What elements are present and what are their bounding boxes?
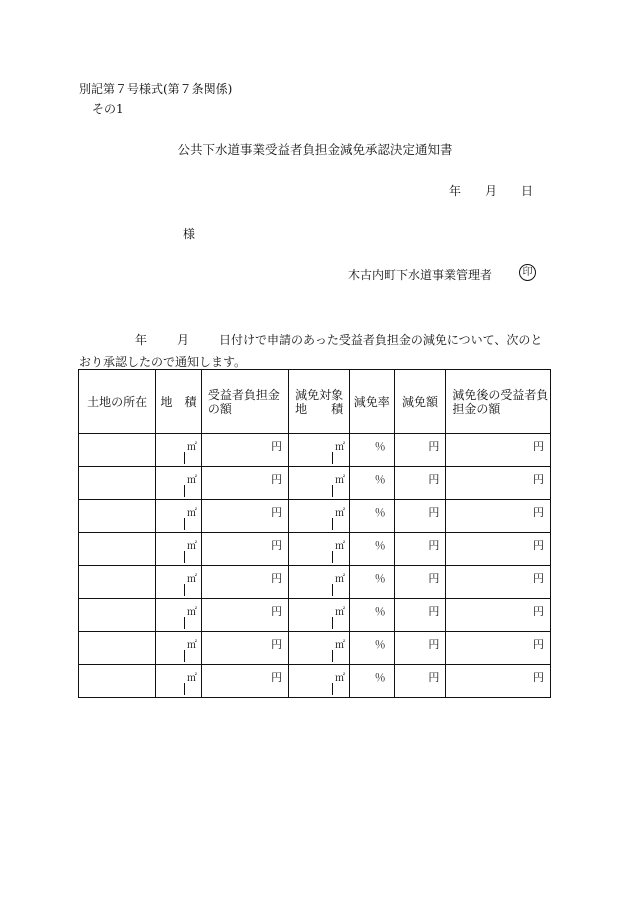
unit-label: ㎡ [186,442,197,453]
decimal-divider [184,584,185,596]
cell-target-area[interactable] [289,434,350,467]
issuer-name: 木古内町下水道事業管理者 [348,268,493,282]
unit-label: ㎡ [334,442,345,453]
cell-target-area[interactable] [289,467,350,500]
unit-label: ㎡ [186,673,197,684]
cell-location[interactable] [79,599,156,632]
unit-label: ％ [374,638,386,651]
cell-location[interactable] [79,665,156,698]
unit-label: 円 [271,539,283,552]
unit-label: 円 [271,440,283,453]
unit-label: 円 [271,605,283,618]
header-rate: 減免率 [349,370,394,434]
unit-label: 円 [428,605,440,618]
unit-label: ㎡ [186,508,197,519]
cell-area[interactable] [156,566,202,599]
cell-location[interactable] [79,632,156,665]
unit-label: ％ [374,440,386,453]
cell-fee[interactable] [201,665,288,698]
cell-fee[interactable] [201,632,288,665]
cell-area[interactable] [156,665,202,698]
header-amount: 減免額 [394,370,446,434]
decimal-divider [332,650,333,662]
unit-label: 円 [428,440,440,453]
cell-target-area[interactable] [289,533,350,566]
body-year: 年 [135,333,148,347]
decimal-divider [184,683,185,695]
unit-label: ㎡ [334,475,345,486]
unit-label: 円 [533,473,544,486]
header-target-area: 減免対象地 積 [289,370,350,434]
cell-target-area[interactable] [289,566,350,599]
unit-label: ㎡ [186,541,197,552]
unit-label: ％ [374,605,386,618]
unit-label: ％ [374,473,386,486]
unit-label: 円 [533,539,544,552]
cell-after-fee[interactable] [446,533,551,566]
unit-label: ㎡ [334,640,345,651]
reduction-table [78,369,551,698]
body-text [79,329,549,373]
unit-label: ㎡ [334,673,345,684]
unit-label: ％ [374,539,386,552]
cell-after-fee[interactable] [446,434,551,467]
body-month: 月 [177,333,190,347]
cell-target-area[interactable] [289,500,350,533]
date-month: 月 [485,184,498,198]
document-title: 公共下水道事業受益者負担金減免承認決定通知書 [177,142,453,157]
decimal-divider [184,650,185,662]
cell-rate[interactable] [349,566,394,599]
unit-label: 円 [428,671,440,684]
cell-amount[interactable] [394,434,446,467]
unit-label: 円 [533,671,544,684]
unit-label: ㎡ [186,607,197,618]
unit-label: 円 [533,605,544,618]
decimal-divider [184,485,185,497]
table-row [79,467,551,500]
table-row [79,533,551,566]
cell-fee[interactable] [201,533,288,566]
body-sentence: 日付けで申請のあった受益者負担金の減免について、次のとおり承認したので通知します。 [79,333,543,369]
cell-area[interactable] [156,434,202,467]
cell-location[interactable] [79,566,156,599]
header-after-fee: 減免後の受益者負担金の額 [446,370,551,434]
unit-label: 円 [271,638,283,651]
cell-rate[interactable] [349,599,394,632]
decimal-divider [184,551,185,563]
unit-label: ㎡ [334,574,345,585]
unit-label: ㎡ [186,475,197,486]
cell-area[interactable] [156,533,202,566]
cell-after-fee[interactable] [446,599,551,632]
cell-fee[interactable] [201,500,288,533]
unit-label: 円 [271,506,283,519]
cell-area[interactable] [156,467,202,500]
seal-mark: 印 [519,264,536,281]
unit-label: 円 [271,671,283,684]
cell-location[interactable] [79,434,156,467]
decimal-divider [332,518,333,530]
cell-rate[interactable] [349,665,394,698]
cell-after-fee[interactable] [446,632,551,665]
unit-label: 円 [428,638,440,651]
unit-label: ㎡ [334,541,345,552]
cell-amount[interactable] [394,566,446,599]
cell-target-area[interactable] [289,665,350,698]
form-label: 別記第７号様式(第７条関係) [79,82,233,96]
unit-label: ㎡ [334,607,345,618]
table-row [79,566,551,599]
decimal-divider [332,683,333,695]
cell-amount[interactable] [394,632,446,665]
unit-label: ％ [374,671,386,684]
cell-area[interactable] [156,500,202,533]
cell-rate[interactable] [349,467,394,500]
cell-rate[interactable] [349,434,394,467]
date-line [449,182,533,199]
cell-fee[interactable] [201,467,288,500]
cell-after-fee[interactable] [446,467,551,500]
unit-label: 円 [533,440,544,453]
date-year: 年 [449,184,462,198]
unit-label: ％ [374,572,386,585]
decimal-divider [184,518,185,530]
cell-fee[interactable] [201,566,288,599]
cell-amount[interactable] [394,665,446,698]
header-fee: 受益者負担金の額 [201,370,288,434]
cell-after-fee[interactable] [446,566,551,599]
unit-label: 円 [428,473,440,486]
unit-label: 円 [533,506,544,519]
cell-after-fee[interactable] [446,665,551,698]
table-row [79,632,551,665]
decimal-divider [332,452,333,464]
cell-target-area[interactable] [289,632,350,665]
table-row [79,665,551,698]
cell-amount[interactable] [394,533,446,566]
decimal-divider [332,485,333,497]
cell-rate[interactable] [349,632,394,665]
cell-target-area[interactable] [289,599,350,632]
table-row [79,500,551,533]
decimal-divider [332,584,333,596]
decimal-divider [332,551,333,563]
unit-label: ㎡ [334,508,345,519]
date-day: 日 [521,184,534,198]
table-body [79,434,551,698]
decimal-divider [184,452,185,464]
unit-label: 円 [271,572,283,585]
sub-label: その1 [92,102,124,116]
cell-area[interactable] [156,599,202,632]
unit-label: 円 [271,473,283,486]
cell-location[interactable] [79,500,156,533]
header-area: 地 積 [156,370,202,434]
decimal-divider [332,617,333,629]
cell-location[interactable] [79,533,156,566]
table-header-row [79,370,551,434]
table-row [79,599,551,632]
cell-amount[interactable] [394,500,446,533]
cell-fee[interactable] [201,434,288,467]
unit-label: 円 [428,539,440,552]
cell-area[interactable] [156,632,202,665]
cell-fee[interactable] [201,599,288,632]
unit-label: ％ [374,506,386,519]
unit-label: 円 [533,638,544,651]
cell-amount[interactable] [394,599,446,632]
unit-label: 円 [428,506,440,519]
header-location: 土地の所在 [79,370,156,434]
decimal-divider [184,617,185,629]
cell-rate[interactable] [349,500,394,533]
cell-amount[interactable] [394,467,446,500]
unit-label: 円 [533,572,544,585]
cell-after-fee[interactable] [446,500,551,533]
unit-label: ㎡ [186,574,197,585]
cell-location[interactable] [79,467,156,500]
addressee-suffix: 様 [183,227,196,241]
unit-label: ㎡ [186,640,197,651]
cell-rate[interactable] [349,533,394,566]
unit-label: 円 [428,572,440,585]
table-row [79,434,551,467]
